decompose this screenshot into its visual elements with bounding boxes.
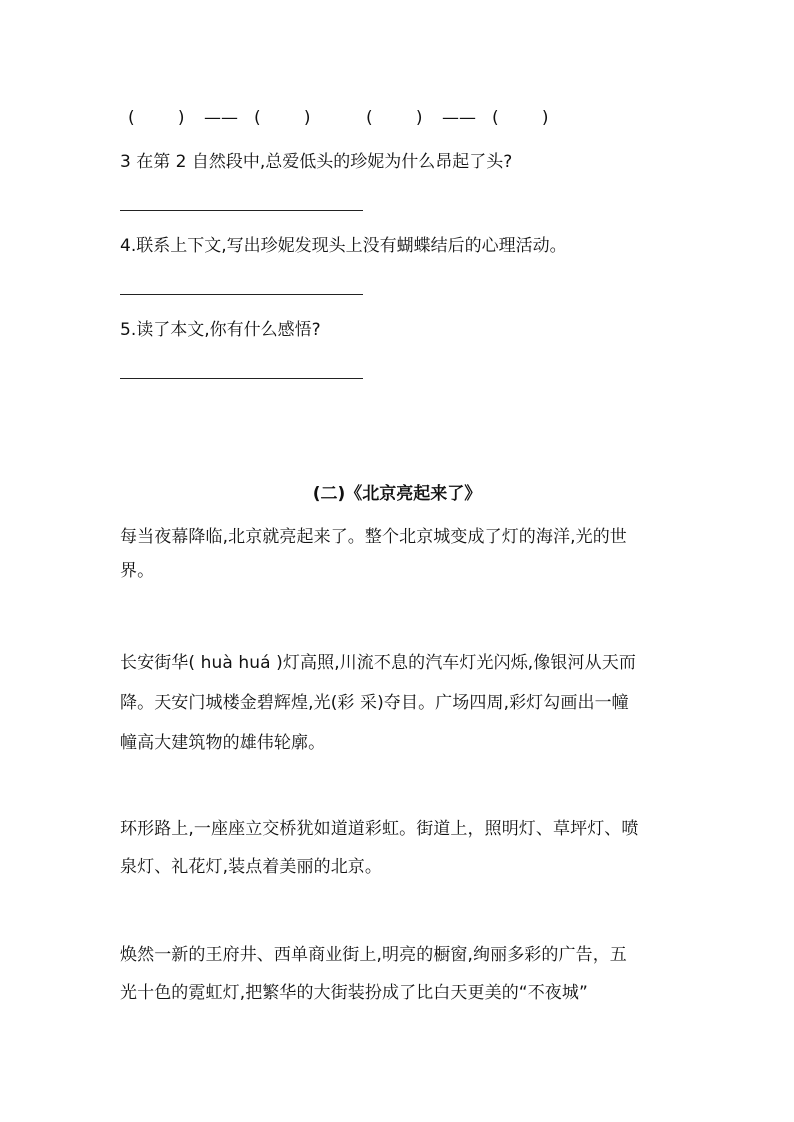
bracket-blank-4[interactable]: ( )	[492, 108, 549, 128]
paragraph-2	[120, 646, 680, 760]
bracket-pairs-row	[124, 106, 684, 130]
question-5: 5.读了本文,你有什么感悟?	[120, 320, 321, 340]
paragraph-4	[120, 938, 680, 1010]
question-3: 3 在第 2 自然段中,总爱低头的珍妮为什么昂起了头?	[120, 152, 513, 172]
paragraph-line: 泉灯、礼花灯,装点着美丽的北京。	[120, 857, 383, 877]
paragraph-line: 焕然一新的王府井、西单商业街上,明亮的橱窗,绚丽多彩的广告，五	[120, 945, 627, 965]
paragraph-3	[120, 812, 680, 884]
bracket-blank-3[interactable]: ( )	[366, 108, 423, 128]
question-4: 4.联系上下文,写出珍妮发现头上没有蝴蝶结后的心理活动。	[120, 236, 567, 256]
bracket-blank-1[interactable]: ( )	[128, 108, 185, 128]
bracket-blank-2[interactable]: ( )	[254, 108, 311, 128]
answer-line-3[interactable]	[120, 210, 363, 211]
section-title: (二)《北京亮起来了》	[312, 484, 482, 504]
dash-2: ——	[442, 108, 476, 128]
paragraph-1	[120, 520, 680, 588]
paragraph-line: 幢高大建筑物的雄伟轮廓。	[120, 733, 326, 753]
answer-line-4[interactable]	[120, 294, 363, 295]
paragraph-line: 每当夜幕降临,北京就亮起来了。整个北京城变成了灯的海洋,光的世	[120, 527, 627, 547]
paragraph-line: 光十色的霓虹灯,把繁华的大街装扮成了比白天更美的“不夜城”	[120, 983, 588, 1003]
paragraph-line: 界。	[120, 561, 155, 581]
dash-1: ——	[204, 108, 238, 128]
paragraph-line: 环形路上,一座座立交桥犹如道道彩虹。街道上，照明灯、草坪灯、喷	[120, 819, 639, 839]
answer-line-5[interactable]	[120, 378, 363, 379]
paragraph-line: 长安街华( huà huá )灯高照,川流不息的汽车灯光闪烁,像银河从天而	[120, 653, 636, 673]
paragraph-line: 降。天安门城楼金碧辉煌,光(彩 采)夺目。广场四周,彩灯勾画出一幢	[120, 693, 629, 713]
